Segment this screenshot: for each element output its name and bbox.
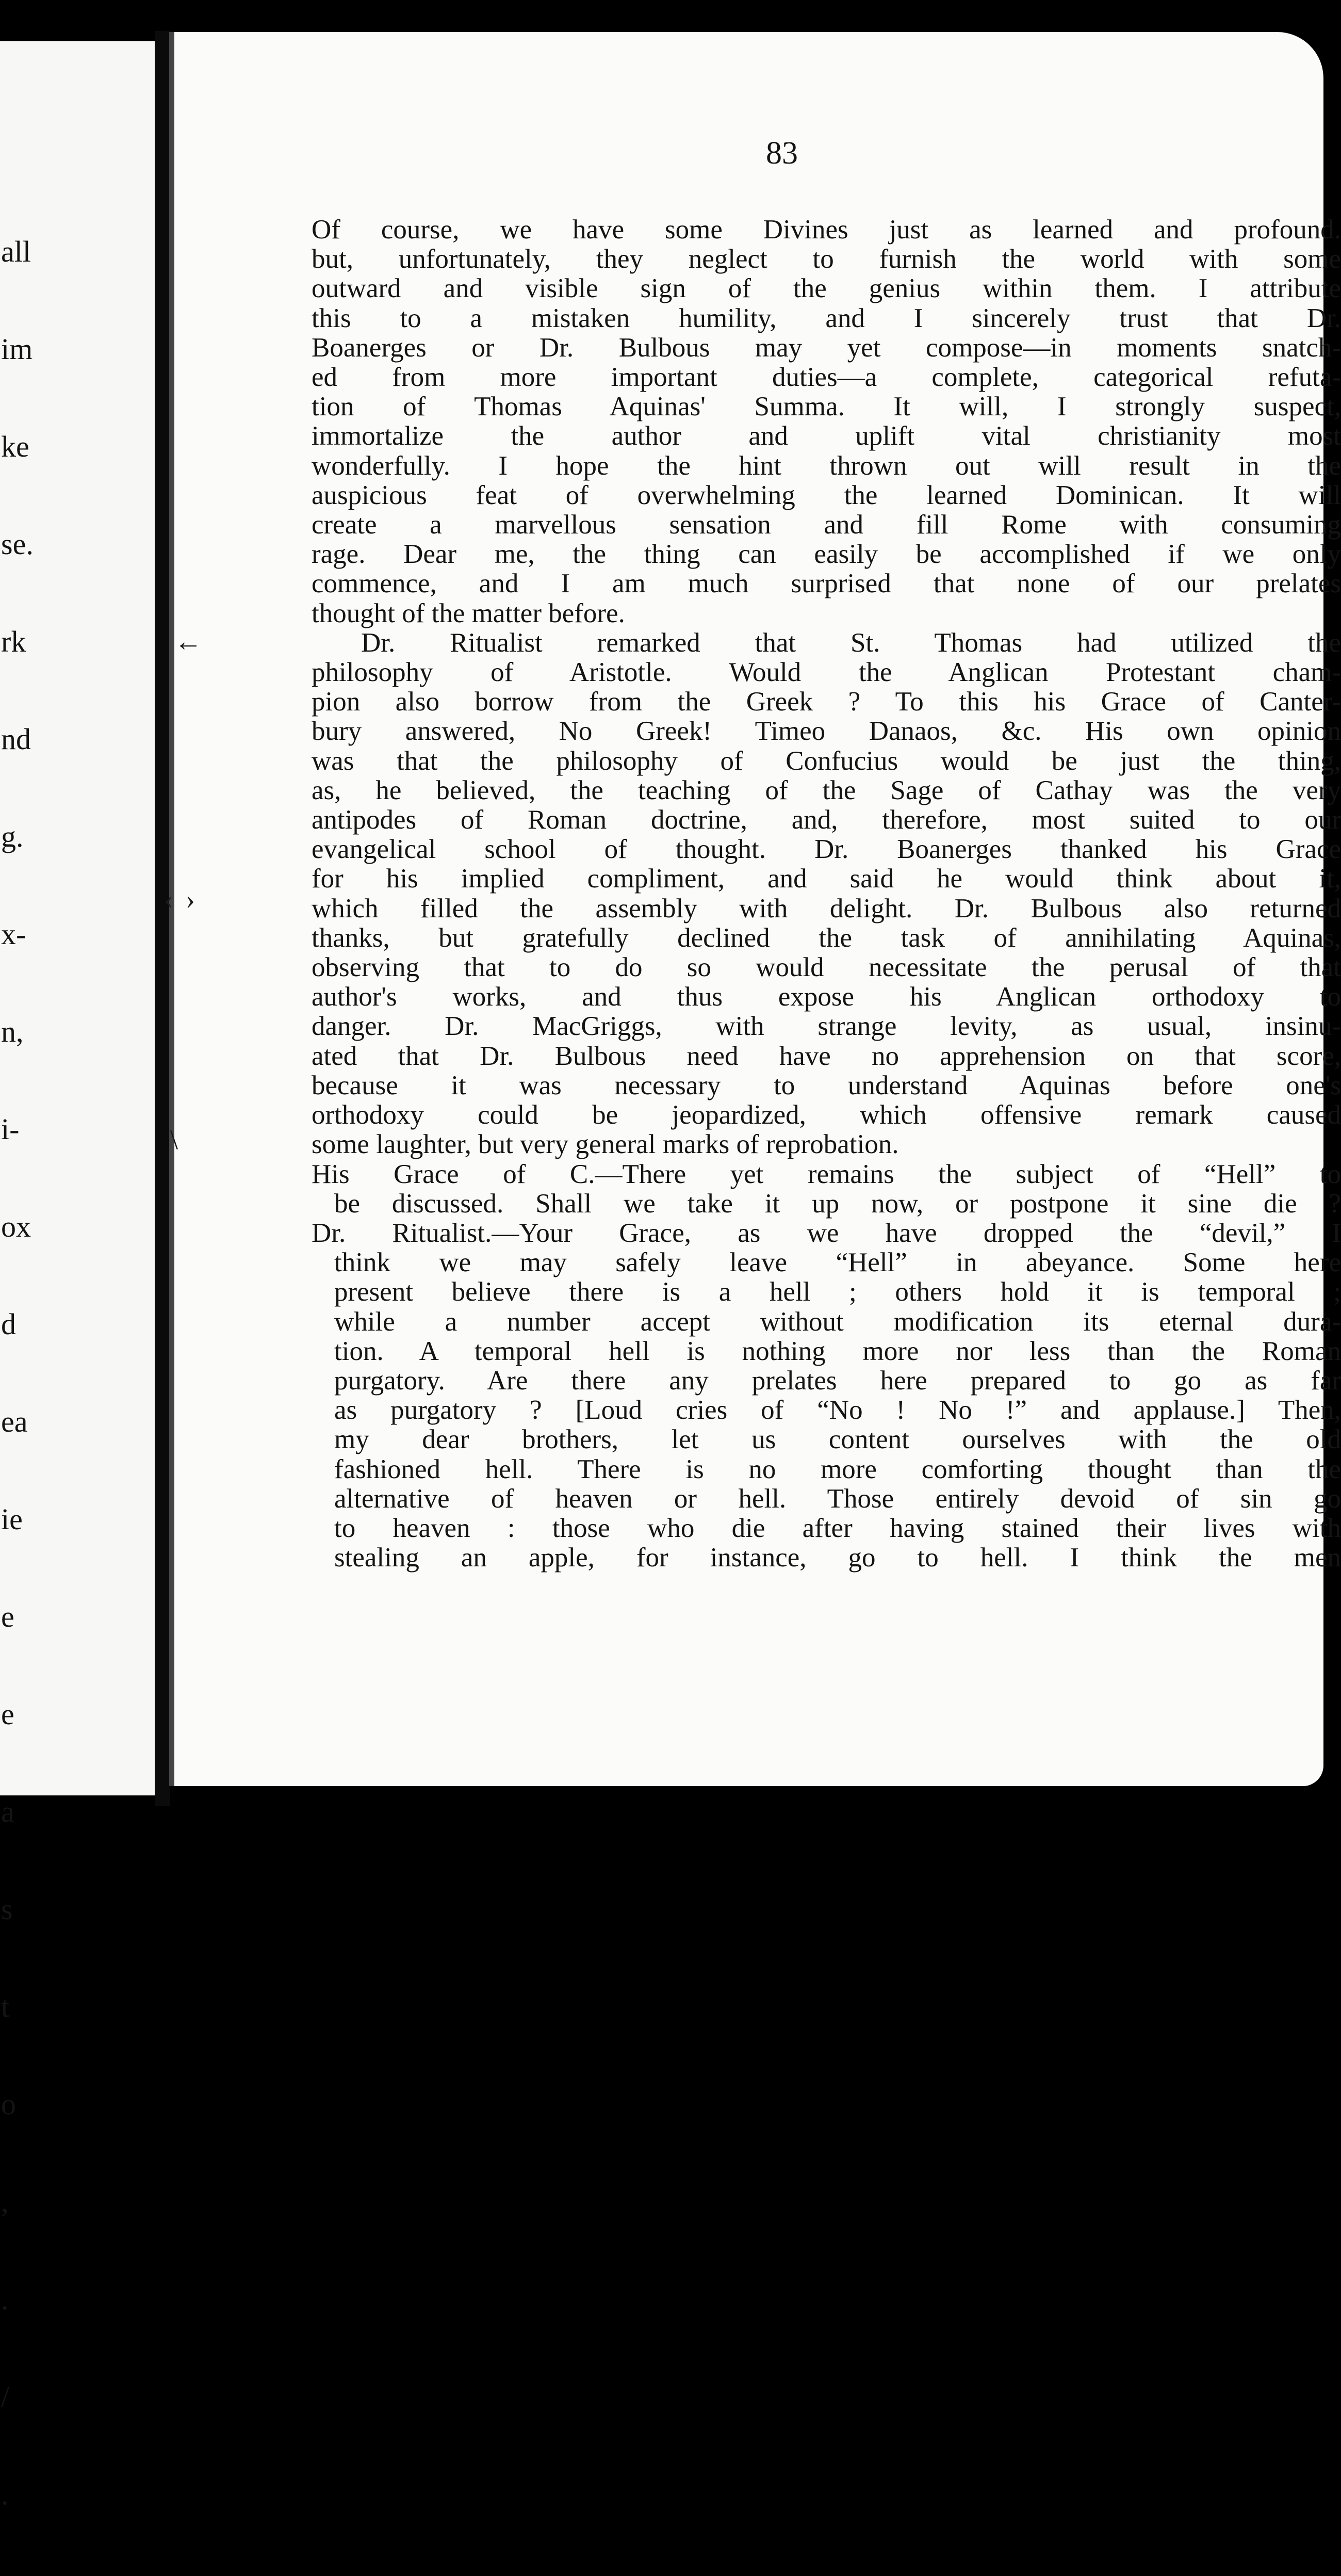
fragment: nd — [1, 722, 31, 756]
text-line: rage. Dear me, the thing can easily be accomplished if we only — [312, 539, 1341, 570]
fragment: i- — [1, 1112, 20, 1146]
text-line: Of course, we have some Divines just as learned and profound. — [312, 215, 1341, 245]
text-line: think we may safely leave “Hell” in abeyance. Some here — [334, 1248, 1341, 1278]
fragment: ox — [1, 1210, 31, 1243]
fragment: d — [1, 1307, 16, 1341]
text-line: stealing an apple, for instance, go to hell. I think the men — [334, 1543, 1341, 1573]
fragment: g. — [1, 820, 24, 853]
fragment: s — [1, 1892, 13, 1926]
text-line: commence, and I am much surprised that none of our prelates — [312, 569, 1341, 599]
text-line: ed from more important duties—a complete, categorical refuta- — [312, 362, 1341, 393]
text-line: observing that to do so would necessitate the perusal of that — [312, 952, 1341, 983]
fragment: ke — [1, 430, 29, 463]
text-line: as, he believed, the teaching of the Sage of Cathay was the very — [312, 775, 1341, 805]
text-line: wonderfully. I hope the hint thrown out will result in the — [312, 450, 1341, 481]
text-line: auspicious feat of overwhelming the learned Dominican. It will — [312, 480, 1341, 510]
text-line: create a marvellous sensation and fill Rome with consuming — [312, 510, 1341, 540]
book-gutter — [155, 31, 170, 1806]
fragment: rk — [1, 625, 26, 658]
text-line: Dr. Ritualist remarked that St. Thomas had utilized the — [361, 627, 1341, 658]
text-line: His Grace of C.—There yet remains the subject of “Hell” to — [312, 1159, 1341, 1189]
fragment: im — [1, 332, 33, 366]
text-line: my dear brothers, let us content ourselves with the old — [334, 1424, 1341, 1455]
text-line: was that the philosophy of Confucius would be just the thing, — [312, 746, 1341, 776]
text-line: but, unfortunately, they neglect to furnish the world with some — [312, 244, 1341, 274]
fragment: n, — [1, 1015, 24, 1048]
text-line: Boanerges or Dr. Bulbous may yet compose—in moments snatch- — [312, 332, 1341, 363]
text-line: author's works, and thus expose his Anglican orthodoxy to — [312, 982, 1341, 1012]
text-line: outward and visible sign of the genius within them. I attribute — [312, 273, 1341, 304]
text-line: tion. A temporal hell is nothing more nor less than the Roman — [334, 1336, 1341, 1366]
binding-mark-icon: › — [186, 884, 195, 915]
text-line: this to a mistaken humility, and I sincerely trust that Dr. — [312, 303, 1341, 333]
text-line: because it was necessary to understand Aquinas before one's — [312, 1070, 1341, 1100]
facing-page-fragments — [1, 170, 156, 2575]
fragment: ea — [1, 1405, 28, 1438]
fragment: e — [1, 1600, 14, 1633]
text-line: thought of the matter before. — [312, 598, 625, 628]
text-line: pion also borrow from the Greek ? To this his Grace of Canter- — [312, 687, 1341, 717]
fragment: x- — [1, 917, 26, 951]
text-line: some laughter, but very general marks of reprobation. — [312, 1129, 899, 1160]
text-line: tion of Thomas Aquinas' Summa. It will, I strongly suspect, — [312, 392, 1341, 422]
text-line: orthodoxy could be jeopardized, which offensive remark caused — [312, 1100, 1341, 1130]
facing-page — [0, 41, 158, 2511]
fragment: , — [1, 2185, 9, 2218]
book-page — [169, 32, 1341, 1786]
page-number: 83 — [766, 136, 798, 171]
text-line: fashioned hell. There is no more comforting thought than the — [334, 1454, 1341, 1484]
binding-mark-icon: ← — [174, 626, 202, 657]
page-body — [312, 215, 1341, 1573]
text-line: danger. Dr. MacGriggs, with strange levity, as usual, insinu- — [312, 1011, 1341, 1042]
text-line: for his implied compliment, and said he would think about it, — [312, 864, 1341, 894]
text-line: purgatory. Are there any prelates here prepared to go as far — [334, 1365, 1341, 1396]
fragment: . — [1, 2477, 9, 2511]
fragment: t — [1, 1990, 10, 2023]
fragment: all — [1, 235, 31, 268]
text-line: Dr. Ritualist.—Your Grace, as we have dropped the “devil,” I — [312, 1218, 1341, 1248]
text-line: philosophy of Aristotle. Would the Anglican Protestant cham- — [312, 657, 1341, 688]
text-line: bury answered, No Greek! Timeo Danaos, &c. His own opinion — [312, 716, 1341, 747]
text-line: to heaven : those who die after having stained their lives with — [334, 1513, 1341, 1543]
text-line: ated that Dr. Bulbous need have no apprehension on that score, — [312, 1041, 1341, 1071]
text-line: thanks, but gratefully declined the task of annihilating Aquinas, — [312, 922, 1341, 953]
fragment: / — [1, 2380, 10, 2413]
text-line: evangelical school of thought. Dr. Boanerges thanked his Grace — [312, 834, 1341, 865]
text-line: immortalize the author and uplift vital christianity most — [312, 421, 1341, 451]
binding-mark-icon: ‹ — [164, 884, 173, 915]
text-line: which filled the assembly with delight. Dr. Bulbous also returned — [312, 893, 1341, 924]
text-line: while a number accept without modification its eternal dura- — [334, 1306, 1341, 1337]
fragment: e — [1, 1697, 14, 1731]
text-line: alternative of heaven or hell. Those entirely devoid of sin go — [334, 1483, 1341, 1514]
fragment: . — [1, 2282, 9, 2316]
fragment: a — [1, 1795, 14, 1828]
fragment: o — [1, 2087, 16, 2121]
text-line: be discussed. Shall we take it up now, or postpone it sine die ? — [334, 1188, 1341, 1219]
binding-mark-icon: \ — [170, 1124, 178, 1155]
text-line: antipodes of Roman doctrine, and, therefore, most suited to our — [312, 805, 1341, 835]
text-line: as purgatory ? [Loud cries of “No ! No !” and applause.] Then, — [334, 1395, 1341, 1425]
fragment: ie — [1, 1502, 23, 1536]
fragment: se. — [1, 527, 34, 561]
text-line: present believe there is a hell ; others hold it is temporal ; — [334, 1277, 1341, 1307]
